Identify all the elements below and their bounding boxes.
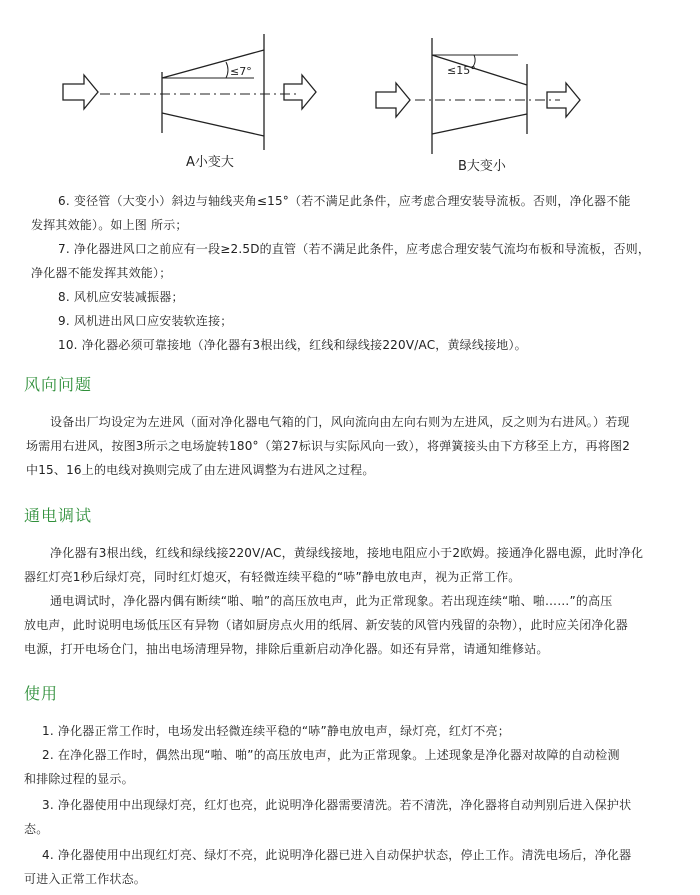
power-line-5: 电源，打开电场仓门，抽出电场清理异物，排除后重新启动净化器。如还有异常，请通知维修站。 [24, 642, 549, 656]
usage-item-4-line-2: 可进入正常工作状态。 [24, 872, 147, 886]
usage-item-2-line-1: 2. 在净化器工作时，偶然出现“啪、啪”的高压放电声，此为正常现象。上述现象是净化器对故障的自动检测 [42, 748, 620, 762]
wind-line-1: 设备出厂均设定为左进风（面对净化器电气箱的门，风向流向由左向右则为左进风，反之则为右进风。）若现 [50, 415, 630, 429]
item-10: 10. 净化器必须可靠接地（净化器有3根出线，红线和绿线接220V/AC，黄绿线接地）。 [58, 338, 527, 352]
item-6-line-2: 发挥其效能）。如上图 所示； [31, 218, 188, 232]
power-line-4: 放电声，此时说明电场低压区有异物（诸如厨房点火用的纸屑、新安装的风管内残留的杂物），此时应关闭净化器 [24, 618, 629, 632]
heading-wind-direction: 风向问题 [24, 375, 93, 394]
wind-line-2: 场需用右进风，按图3所示之电场旋转180°（第27标识与实际风向一致），将弹簧接头由下方移至上方，再将图2 [26, 439, 631, 453]
reducer-diagram [0, 0, 700, 180]
power-line-3: 通电调试时，净化器内偶有断续“啪、啪”的高压放电声，此为正常现象。若出现连续“啪、啪……”的高压 [50, 594, 613, 608]
caption-b: B大变小 [458, 159, 506, 174]
usage-item-3-line-1: 3. 净化器使用中出现绿灯亮，红灯也亮，此说明净化器需要清洗。若不清洗，净化器将自动判别后进入保护状 [42, 798, 632, 812]
inlet-arrow-icon [63, 75, 98, 109]
heading-power-test: 通电调试 [24, 506, 93, 525]
outlet-arrow-icon [547, 83, 580, 117]
usage-item-4-line-1: 4. 净化器使用中出现红灯亮、绿灯不亮，此说明净化器已进入自动保护状态，停止工作。清洗电场后，净化器 [42, 848, 632, 862]
item-7-line-1: 7. 净化器进风口之前应有一段≥2.5D的直管（若不满足此条件，应考虑合理安装气流均布板和导流板，否则， [58, 242, 651, 256]
heading-usage: 使用 [24, 684, 59, 703]
inlet-arrow-icon [376, 83, 410, 117]
caption-a: A小变大 [186, 155, 234, 170]
item-9: 9. 风机进出风口应安装软连接； [58, 314, 233, 328]
angle-label-b: ≤15° [447, 64, 476, 77]
power-line-2: 器红灯亮1秒后绿灯亮，同时红灯熄灭，有轻微连续平稳的“哧”静电放电声，视为正常工作。 [24, 570, 521, 584]
power-line-1: 净化器有3根出线，红线和绿线接220V/AC，黄绿线接地，接地电阻应小于2欧姆。接通净化器电源，此时净化 [50, 546, 644, 560]
outlet-arrow-icon [284, 75, 316, 109]
diagram-b [376, 38, 580, 174]
item-7-line-2: 净化器不能发挥其效能）； [31, 266, 172, 280]
usage-item-1: 1. 净化器正常工作时，电场发出轻微连续平稳的“哧”静电放电声，绿灯亮，红灯不亮； [42, 724, 510, 738]
usage-item-3-line-2: 态。 [24, 822, 49, 836]
angle-label-a: ≤7° [230, 65, 252, 78]
item-8: 8. 风机应安装减振器； [58, 290, 184, 304]
wind-line-3: 中15、16上的电线对换则完成了由左进风调整为右进风之过程。 [26, 463, 375, 477]
usage-item-2-line-2: 和排除过程的显示。 [24, 772, 134, 786]
item-6-line-1: 6. 变径管（大变小）斜边与轴线夹角≤15°（若不满足此条件，应考虑合理安装导流板。否则，净化器不能 [58, 194, 631, 208]
diagram-a [63, 34, 316, 170]
